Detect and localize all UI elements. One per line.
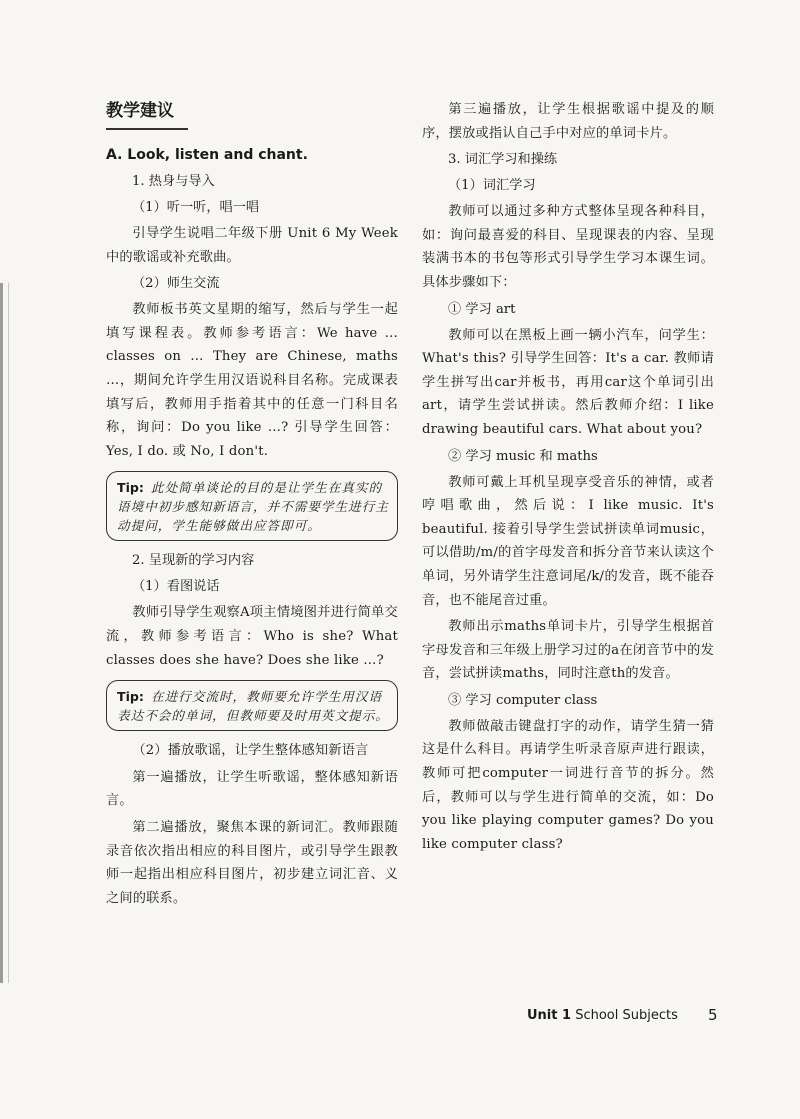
tip-box [106, 471, 398, 541]
tip-label: Tip: [117, 689, 144, 705]
paragraph: 教师可戴上耳机呈现享受音乐的神情，或者哼唱歌曲，然后说：I like music. It's beautiful. 接着引导学生尝试拼读单词music，可以借助/m/的首字母发音和拆分音节来认读这个单词，另外请学生注意词尾/k/的发音，既不能吞音，也不能尾音过重。 [422, 474, 714, 608]
paragraph: 教师出示maths单词卡片，引导学生根据首字母发音和三年级上册学习过的a在闭音节中的发音，尝试拼读maths，同时注意th的发音。 [422, 619, 714, 682]
margin-rule [0, 283, 3, 983]
paragraph: 第一遍播放，让学生听歌谣，整体感知新语言。 [106, 769, 398, 809]
right-column [422, 98, 714, 859]
margin-rule-thin [8, 283, 9, 983]
page-heading: 教学建议 [106, 100, 188, 130]
paragraph: 教师做敲击键盘打字的动作，请学生猜一猜这是什么科目。再请学生听录音原声进行跟读，教师可把computer一词进行音节的拆分。然后，教师可以与学生进行简单的交流，如：Do you like playing computer games? Do you like computer class? [422, 718, 714, 852]
sub-step-art: ① 学习 art [448, 301, 516, 317]
page-number: 5 [708, 1006, 718, 1024]
step-3-1-title: （1）词汇学习 [448, 178, 536, 194]
footer-title: School Subjects [575, 1008, 678, 1023]
left-column [106, 100, 398, 913]
tip-text: 在进行交流时，教师要允许学生用汉语表达不会的单词，但教师要及时用英文提示。 [117, 689, 389, 724]
tip-text: 此处简单谈论的目的是让学生在真实的语境中初步感知新语言，并不需要学生进行主动提问，学生能够做出应答即可。 [117, 480, 389, 534]
paragraph: 教师可以在黑板上画一辆小汽车，问学生：What's this? 引导学生回答：It's a car. 教师请学生拼写出car并板书，再用car这个单词引出art，请学生尝试拼读。然后教师介绍：I like drawing beautiful cars. What about you? [422, 327, 714, 437]
tip-label: Tip: [117, 480, 144, 496]
paragraph: 第二遍播放，聚焦本课的新词汇。教师跟随录音依次指出相应的科目图片，或引导学生跟教师一起指出相应科目图片，初步建立词汇音、义之间的联系。 [106, 819, 398, 906]
paragraph: 教师引导学生观察A项主情境图并进行简单交流，教师参考语言：Who is she? What classes does she have? Does she like ...? [106, 605, 398, 668]
footer-unit: Unit 1 [527, 1008, 572, 1023]
sub-step-computer-class: ③ 学习 computer class [448, 692, 598, 708]
step-1-1-title: （1）听一听，唱一唱 [132, 200, 260, 215]
running-footer [527, 1008, 678, 1023]
step-2-1-title: （1）看图说话 [132, 579, 220, 595]
step-1-title: 1. 热身与导入 [132, 174, 215, 189]
step-3-title: 3. 词汇学习和操练 [448, 152, 558, 168]
step-1-2-title: （2）师生交流 [132, 276, 220, 292]
tip-box [106, 680, 398, 731]
sub-step-music-maths: ② 学习 music 和 maths [448, 448, 598, 464]
paragraph: 教师板书英文星期的缩写，然后与学生一起填写课程表。教师参考语言：We have … classes on … They are Chinese, maths …，期间允许学生用汉语说科目名称。完成课表填写后，教师用手指着其中的任意一门科目名称，询问：Do you like …? 引导学生回答：Yes, I do. 或 No, I don't. [106, 302, 398, 459]
section-a-title: A. Look, listen and chant. [106, 147, 308, 163]
paragraph: 第三遍播放，让学生根据歌谣中提及的顺序，摆放或指认自己手中对应的单词卡片。 [422, 102, 714, 141]
paragraph: 教师可以通过多种方式整体呈现各种科目，如：询问最喜爱的科目、呈现课表的内容、呈现装满书本的书包等形式引导学生学习本课生词。具体步骤如下： [422, 204, 714, 290]
paragraph: 引导学生说唱二年级下册 Unit 6 My Week 中的歌谣或补充歌曲。 [106, 226, 398, 265]
step-2-2-title: （2）播放歌谣，让学生整体感知新语言 [132, 743, 369, 759]
step-2-title: 2. 呈现新的学习内容 [132, 553, 255, 569]
